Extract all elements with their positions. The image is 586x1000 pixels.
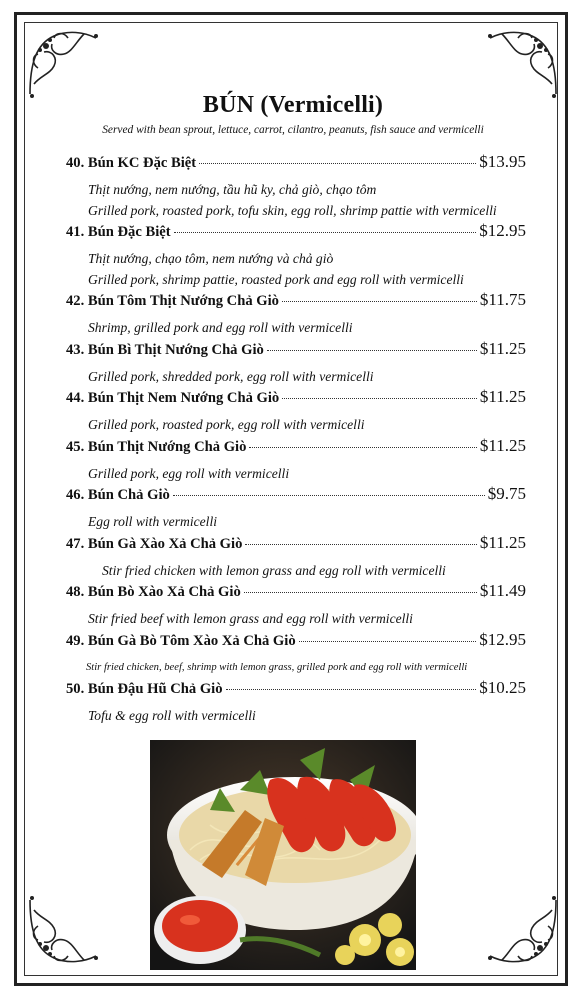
- item-name: 42. Bún Tôm Thịt Nướng Chả Giò: [66, 293, 279, 309]
- item-description: Stir fried chicken, beef, shrimp with lemon grass, grilled pork and egg roll with vermicelli: [86, 661, 468, 673]
- item-name: 40. Bún KC Đặc Biệt: [66, 155, 197, 171]
- item-description: Thịt nướng, nem nướng, tầu hũ ky, chả giò, chạo tôm: [88, 182, 377, 197]
- leader-dots: [249, 447, 476, 448]
- menu-item: [66, 436, 526, 485]
- item-name: 50. Bún Đậu Hũ Chả Giò: [66, 681, 223, 697]
- item-price: $11.25: [479, 338, 526, 358]
- menu-list: [66, 152, 526, 727]
- item-description: Stir fried beef with lemon grass and egg roll with vermicelli: [88, 611, 413, 626]
- item-price: $10.25: [479, 678, 526, 697]
- leader-dots: [267, 350, 477, 351]
- item-description: Grilled pork, egg roll with vermicelli: [88, 465, 290, 481]
- item-description: Shrimp, grilled pork and egg roll with vermicelli: [88, 320, 353, 335]
- item-price: $11.49: [479, 581, 526, 600]
- item-price: $12.95: [479, 221, 526, 240]
- item-description: Grilled pork, roasted pork, egg roll with vermicelli: [88, 417, 365, 432]
- leader-dots: [299, 641, 477, 642]
- item-price: $9.75: [487, 484, 526, 503]
- item-name: 49. Bún Gà Bò Tôm Xào Xả Chả Giò: [66, 632, 296, 649]
- item-name: 48. Bún Bò Xào Xả Chả Giò: [66, 584, 241, 600]
- item-description: Grilled pork, shredded pork, egg roll with vermicelli: [88, 368, 374, 384]
- leader-dots: [226, 689, 477, 690]
- corner-flourish-icon: [24, 24, 102, 102]
- menu-item: [66, 221, 526, 290]
- menu-item: [66, 339, 526, 388]
- corner-flourish-icon: [484, 24, 562, 102]
- item-name: 45. Bún Thịt Nướng Chả Giò: [66, 438, 247, 455]
- item-name: 43. Bún Bì Thịt Nướng Chả Giò: [66, 341, 264, 358]
- item-description: Thịt nướng, chạo tôm, nem nướng và chả giò: [88, 251, 334, 266]
- item-name: 46. Bún Chả Giò: [66, 487, 170, 503]
- leader-dots: [244, 592, 477, 593]
- item-description: Grilled pork, shrimp pattie, roasted pork and egg roll with vermicelli: [88, 271, 464, 287]
- menu-item: [66, 581, 526, 630]
- food-photo: [150, 740, 416, 970]
- corner-flourish-icon: [24, 892, 102, 970]
- leader-dots: [282, 301, 477, 302]
- item-description: Stir fried chicken with lemon grass and egg roll with vermicelli: [102, 562, 446, 578]
- menu-item: [66, 152, 526, 221]
- menu-item: [66, 533, 526, 582]
- item-description: Tofu & egg roll with vermicelli: [88, 708, 256, 723]
- page-subtitle: Served with bean sprout, lettuce, carrot, cilantro, peanuts, fish sauce and vermicelli: [102, 124, 484, 136]
- menu-item: [66, 387, 526, 436]
- item-description: Grilled pork, roasted pork, tofu skin, egg roll, shrimp pattie with vermicelli: [88, 202, 497, 218]
- leader-dots: [282, 398, 477, 399]
- item-name: 44. Bún Thịt Nem Nướng Chả Giò: [66, 390, 280, 406]
- corner-flourish-icon: [484, 892, 562, 970]
- item-price: $11.75: [479, 290, 526, 309]
- leader-dots: [245, 544, 477, 545]
- menu-item: [66, 678, 526, 727]
- item-price: $13.95: [479, 152, 526, 171]
- leader-dots: [174, 232, 477, 233]
- item-name: 41. Bún Đặc Biệt: [66, 224, 171, 240]
- page-title: BÚN (Vermicelli): [202, 92, 384, 118]
- menu-item: [66, 484, 526, 533]
- item-price: $12.95: [479, 629, 526, 649]
- menu-item: [66, 290, 526, 339]
- item-price: $11.25: [479, 435, 526, 455]
- item-name: 47. Bún Gà Xào Xả Chả Giò: [66, 535, 243, 552]
- menu-item: [66, 630, 526, 679]
- leader-dots: [199, 163, 476, 164]
- item-price: $11.25: [479, 532, 526, 552]
- leader-dots: [173, 495, 485, 496]
- item-description: Egg roll with vermicelli: [88, 514, 217, 529]
- item-price: $11.25: [479, 387, 526, 406]
